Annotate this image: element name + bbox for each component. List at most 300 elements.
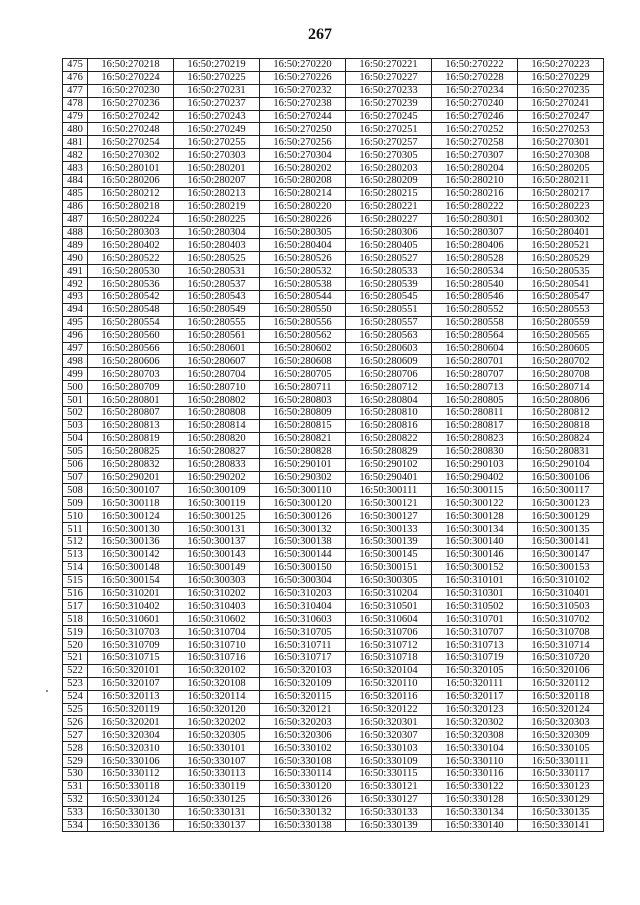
cadastral-number-cell: 16:50:270226 bbox=[260, 71, 346, 84]
cadastral-number-cell: 16:50:280306 bbox=[346, 226, 432, 239]
cadastral-number-cell: 16:50:310713 bbox=[432, 639, 518, 652]
cadastral-number-cell: 16:50:310502 bbox=[432, 600, 518, 613]
row-number-cell: 501 bbox=[63, 394, 88, 407]
cadastral-number-cell: 16:50:280815 bbox=[260, 419, 346, 432]
cadastral-number-cell: 16:50:300133 bbox=[346, 523, 432, 536]
cadastral-number-cell: 16:50:280562 bbox=[260, 329, 346, 342]
cadastral-number-cell: 16:50:280531 bbox=[174, 265, 260, 278]
row-number-cell: 484 bbox=[63, 175, 88, 188]
cadastral-number-cell: 16:50:270222 bbox=[432, 59, 518, 72]
cadastral-number-cell: 16:50:320203 bbox=[260, 716, 346, 729]
cadastral-number-cell: 16:50:320107 bbox=[88, 677, 174, 690]
cadastral-number-cell: 16:50:310202 bbox=[174, 587, 260, 600]
cadastral-number-cell: 16:50:280813 bbox=[88, 419, 174, 432]
cadastral-number-cell: 16:50:320303 bbox=[518, 716, 604, 729]
cadastral-number-cell: 16:50:330101 bbox=[174, 742, 260, 755]
cadastral-number-cell: 16:50:270243 bbox=[174, 110, 260, 123]
cadastral-number-cell: 16:50:320307 bbox=[346, 729, 432, 742]
cadastral-number-cell: 16:50:280217 bbox=[518, 187, 604, 200]
table-row bbox=[63, 600, 604, 613]
cadastral-number-cell: 16:50:270225 bbox=[174, 71, 260, 84]
cadastral-number-cell: 16:50:330131 bbox=[174, 806, 260, 819]
cadastral-number-cell: 16:50:330103 bbox=[346, 742, 432, 755]
cadastral-number-cell: 16:50:330121 bbox=[346, 780, 432, 793]
table-row bbox=[63, 793, 604, 806]
cadastral-number-cell: 16:50:280605 bbox=[518, 342, 604, 355]
cadastral-number-cell: 16:50:270247 bbox=[518, 110, 604, 123]
cadastral-number-cell: 16:50:280714 bbox=[518, 381, 604, 394]
cadastral-number-cell: 16:50:280802 bbox=[174, 394, 260, 407]
cadastral-number-cell: 16:50:280403 bbox=[174, 239, 260, 252]
cadastral-number-cell: 16:50:280549 bbox=[174, 303, 260, 316]
cadastral-number-cell: 16:50:280825 bbox=[88, 445, 174, 458]
cadastral-number-cell: 16:50:280711 bbox=[260, 381, 346, 394]
cadastral-number-cell: 16:50:280801 bbox=[88, 394, 174, 407]
cadastral-number-cell: 16:50:300115 bbox=[432, 484, 518, 497]
cadastral-number-cell: 16:50:280705 bbox=[260, 368, 346, 381]
cadastral-number-cell: 16:50:280555 bbox=[174, 316, 260, 329]
cadastral-number-cell: 16:50:300154 bbox=[88, 574, 174, 587]
cadastral-number-cell: 16:50:320111 bbox=[432, 677, 518, 690]
cadastral-number-cell: 16:50:280526 bbox=[260, 252, 346, 265]
cadastral-number-cell: 16:50:280821 bbox=[260, 432, 346, 445]
cadastral-number-cell: 16:50:280542 bbox=[88, 291, 174, 304]
table-row bbox=[63, 355, 604, 368]
cadastral-number-cell: 16:50:280405 bbox=[346, 239, 432, 252]
cadastral-number-cell: 16:50:330135 bbox=[518, 806, 604, 819]
cadastral-number-cell: 16:50:320123 bbox=[432, 703, 518, 716]
table-row bbox=[63, 265, 604, 278]
cadastral-number-cell: 16:50:310717 bbox=[260, 651, 346, 664]
cadastral-number-cell: 16:50:270257 bbox=[346, 136, 432, 149]
row-number-cell: 514 bbox=[63, 561, 88, 574]
cadastral-number-cell: 16:50:330127 bbox=[346, 793, 432, 806]
cadastral-number-cell: 16:50:280305 bbox=[260, 226, 346, 239]
table-row bbox=[63, 574, 604, 587]
cadastral-number-cell: 16:50:300303 bbox=[174, 574, 260, 587]
cadastral-number-cell: 16:50:300136 bbox=[88, 535, 174, 548]
row-number-cell: 532 bbox=[63, 793, 88, 806]
row-number-cell: 527 bbox=[63, 729, 88, 742]
cadastral-number-cell: 16:50:300148 bbox=[88, 561, 174, 574]
cadastral-number-cell: 16:50:270228 bbox=[432, 71, 518, 84]
margin-mark bbox=[46, 690, 48, 692]
row-number-cell: 534 bbox=[63, 819, 88, 832]
cadastral-number-cell: 16:50:280816 bbox=[346, 419, 432, 432]
cadastral-number-cell: 16:50:320116 bbox=[346, 690, 432, 703]
row-number-cell: 523 bbox=[63, 677, 88, 690]
cadastral-number-cell: 16:50:310708 bbox=[518, 626, 604, 639]
cadastral-number-cell: 16:50:310404 bbox=[260, 600, 346, 613]
cadastral-number-cell: 16:50:280545 bbox=[346, 291, 432, 304]
cadastral-number-cell: 16:50:330108 bbox=[260, 755, 346, 768]
cadastral-number-cell: 16:50:270238 bbox=[260, 97, 346, 110]
cadastral-number-cell: 16:50:320118 bbox=[518, 690, 604, 703]
cadastral-number-cell: 16:50:270258 bbox=[432, 136, 518, 149]
cadastral-number-cell: 16:50:280604 bbox=[432, 342, 518, 355]
cadastral-number-cell: 16:50:270255 bbox=[174, 136, 260, 149]
row-number-cell: 507 bbox=[63, 471, 88, 484]
cadastral-number-cell: 16:50:310718 bbox=[346, 651, 432, 664]
cadastral-number-cell: 16:50:280208 bbox=[260, 175, 346, 188]
cadastral-number-cell: 16:50:280808 bbox=[174, 407, 260, 420]
cadastral-number-cell: 16:50:280404 bbox=[260, 239, 346, 252]
cadastral-number-cell: 16:50:270305 bbox=[346, 149, 432, 162]
cadastral-number-cell: 16:50:280820 bbox=[174, 432, 260, 445]
cadastral-number-cell: 16:50:300152 bbox=[432, 561, 518, 574]
table-row bbox=[63, 123, 604, 136]
cadastral-number-cell: 16:50:320308 bbox=[432, 729, 518, 742]
cadastral-number-cell: 16:50:280603 bbox=[346, 342, 432, 355]
cadastral-number-cell: 16:50:300305 bbox=[346, 574, 432, 587]
cadastral-number-cell: 16:50:280564 bbox=[432, 329, 518, 342]
table-row bbox=[63, 136, 604, 149]
row-number-cell: 477 bbox=[63, 84, 88, 97]
cadastral-number-cell: 16:50:280227 bbox=[346, 213, 432, 226]
row-number-cell: 526 bbox=[63, 716, 88, 729]
cadastral-number-cell: 16:50:280202 bbox=[260, 162, 346, 175]
table-row bbox=[63, 561, 604, 574]
cadastral-number-cell: 16:50:290102 bbox=[346, 458, 432, 471]
row-number-cell: 494 bbox=[63, 303, 88, 316]
cadastral-number-cell: 16:50:300121 bbox=[346, 497, 432, 510]
cadastral-number-cell: 16:50:280522 bbox=[88, 252, 174, 265]
cadastral-number-cell: 16:50:300106 bbox=[518, 471, 604, 484]
table-row bbox=[63, 458, 604, 471]
table-row bbox=[63, 303, 604, 316]
cadastral-number-cell: 16:50:280550 bbox=[260, 303, 346, 316]
cadastral-number-cell: 16:50:270221 bbox=[346, 59, 432, 72]
cadastral-number-cell: 16:50:270248 bbox=[88, 123, 174, 136]
cadastral-number-cell: 16:50:280560 bbox=[88, 329, 174, 342]
cadastral-number-cell: 16:50:280827 bbox=[174, 445, 260, 458]
cadastral-number-cell: 16:50:270252 bbox=[432, 123, 518, 136]
cadastral-number-cell: 16:50:280803 bbox=[260, 394, 346, 407]
cadastral-number-cell: 16:50:300134 bbox=[432, 523, 518, 536]
row-number-cell: 490 bbox=[63, 252, 88, 265]
cadastral-number-cell: 16:50:280832 bbox=[88, 458, 174, 471]
cadastral-number-cell: 16:50:280609 bbox=[346, 355, 432, 368]
cadastral-number-cell: 16:50:300149 bbox=[174, 561, 260, 574]
cadastral-number-cell: 16:50:280540 bbox=[432, 278, 518, 291]
cadastral-number-cell: 16:50:280828 bbox=[260, 445, 346, 458]
cadastral-number-cell: 16:50:300144 bbox=[260, 548, 346, 561]
cadastral-number-cell: 16:50:320305 bbox=[174, 729, 260, 742]
cadastral-number-cell: 16:50:280812 bbox=[518, 407, 604, 420]
cadastral-number-cell: 16:50:280222 bbox=[432, 200, 518, 213]
cadastral-number-cell: 16:50:310707 bbox=[432, 626, 518, 639]
cadastral-number-cell: 16:50:280701 bbox=[432, 355, 518, 368]
cadastral-number-cell: 16:50:320113 bbox=[88, 690, 174, 703]
cadastral-number-cell: 16:50:270219 bbox=[174, 59, 260, 72]
cadastral-number-cell: 16:50:320102 bbox=[174, 664, 260, 677]
row-number-cell: 486 bbox=[63, 200, 88, 213]
cadastral-number-cell: 16:50:300129 bbox=[518, 510, 604, 523]
cadastral-number-cell: 16:50:280811 bbox=[432, 407, 518, 420]
row-number-cell: 493 bbox=[63, 291, 88, 304]
cadastral-number-cell: 16:50:280539 bbox=[346, 278, 432, 291]
cadastral-number-cell: 16:50:280534 bbox=[432, 265, 518, 278]
cadastral-number-cell: 16:50:330132 bbox=[260, 806, 346, 819]
cadastral-number-cell: 16:50:280553 bbox=[518, 303, 604, 316]
cadastral-number-cell: 16:50:320309 bbox=[518, 729, 604, 742]
row-number-cell: 505 bbox=[63, 445, 88, 458]
table-row bbox=[63, 780, 604, 793]
table-row bbox=[63, 278, 604, 291]
cadastral-number-cell: 16:50:270227 bbox=[346, 71, 432, 84]
cadastral-number-cell: 16:50:280207 bbox=[174, 175, 260, 188]
page-number: 267 bbox=[308, 26, 332, 43]
cadastral-number-cell: 16:50:280221 bbox=[346, 200, 432, 213]
cadastral-number-cell: 16:50:280608 bbox=[260, 355, 346, 368]
cadastral-number-cell: 16:50:330130 bbox=[88, 806, 174, 819]
cadastral-number-cell: 16:50:330134 bbox=[432, 806, 518, 819]
cadastral-number-cell: 16:50:330137 bbox=[174, 819, 260, 832]
cadastral-number-cell: 16:50:320103 bbox=[260, 664, 346, 677]
table-row bbox=[63, 651, 604, 664]
cadastral-number-cell: 16:50:280209 bbox=[346, 175, 432, 188]
cadastral-number-cell: 16:50:330123 bbox=[518, 780, 604, 793]
cadastral-number-cell: 16:50:280814 bbox=[174, 419, 260, 432]
cadastral-number-cell: 16:50:280527 bbox=[346, 252, 432, 265]
row-number-cell: 506 bbox=[63, 458, 88, 471]
cadastral-number-cell: 16:50:330124 bbox=[88, 793, 174, 806]
cadastral-number-cell: 16:50:300117 bbox=[518, 484, 604, 497]
table-row bbox=[63, 394, 604, 407]
row-number-cell: 509 bbox=[63, 497, 88, 510]
cadastral-number-cell: 16:50:280824 bbox=[518, 432, 604, 445]
cadastral-number-cell: 16:50:280543 bbox=[174, 291, 260, 304]
table-row bbox=[63, 664, 604, 677]
cadastral-number-cell: 16:50:280215 bbox=[346, 187, 432, 200]
cadastral-number-cell: 16:50:310201 bbox=[88, 587, 174, 600]
cadastral-number-cell: 16:50:270303 bbox=[174, 149, 260, 162]
row-number-cell: 476 bbox=[63, 71, 88, 84]
cadastral-number-cell: 16:50:300110 bbox=[260, 484, 346, 497]
cadastral-number-cell: 16:50:270245 bbox=[346, 110, 432, 123]
table-row bbox=[63, 690, 604, 703]
cadastral-number-cell: 16:50:280546 bbox=[432, 291, 518, 304]
cadastral-number-cell: 16:50:270304 bbox=[260, 149, 346, 162]
table-row bbox=[63, 535, 604, 548]
cadastral-number-cell: 16:50:280810 bbox=[346, 407, 432, 420]
row-number-cell: 531 bbox=[63, 780, 88, 793]
cadastral-number-cell: 16:50:280226 bbox=[260, 213, 346, 226]
cadastral-number-cell: 16:50:280831 bbox=[518, 445, 604, 458]
cadastral-number-cell: 16:50:280401 bbox=[518, 226, 604, 239]
cadastral-number-cell: 16:50:310604 bbox=[346, 613, 432, 626]
cadastral-number-cell: 16:50:270251 bbox=[346, 123, 432, 136]
row-number-cell: 521 bbox=[63, 651, 88, 664]
cadastral-number-cell: 16:50:290104 bbox=[518, 458, 604, 471]
table-row bbox=[63, 806, 604, 819]
cadastral-number-cell: 16:50:270301 bbox=[518, 136, 604, 149]
cadastral-number-cell: 16:50:300126 bbox=[260, 510, 346, 523]
cadastral-number-cell: 16:50:280558 bbox=[432, 316, 518, 329]
table-row bbox=[63, 59, 604, 72]
row-number-cell: 530 bbox=[63, 767, 88, 780]
table-row bbox=[63, 97, 604, 110]
row-number-cell: 487 bbox=[63, 213, 88, 226]
table-row bbox=[63, 703, 604, 716]
cadastral-number-cell: 16:50:280702 bbox=[518, 355, 604, 368]
cadastral-number-cell: 16:50:270230 bbox=[88, 84, 174, 97]
cadastral-number-cell: 16:50:310601 bbox=[88, 613, 174, 626]
cadastral-number-cell: 16:50:320101 bbox=[88, 664, 174, 677]
cadastral-number-cell: 16:50:310301 bbox=[432, 587, 518, 600]
cadastral-number-cell: 16:50:330102 bbox=[260, 742, 346, 755]
cadastral-number-cell: 16:50:320122 bbox=[346, 703, 432, 716]
cadastral-number-cell: 16:50:330118 bbox=[88, 780, 174, 793]
cadastral-number-cell: 16:50:320121 bbox=[260, 703, 346, 716]
cadastral-number-cell: 16:50:280205 bbox=[518, 162, 604, 175]
table-row bbox=[63, 175, 604, 188]
cadastral-number-cell: 16:50:270308 bbox=[518, 149, 604, 162]
cadastral-number-cell: 16:50:310715 bbox=[88, 651, 174, 664]
row-number-cell: 478 bbox=[63, 97, 88, 110]
row-number-cell: 513 bbox=[63, 548, 88, 561]
cadastral-number-cell: 16:50:300137 bbox=[174, 535, 260, 548]
cadastral-number-cell: 16:50:280818 bbox=[518, 419, 604, 432]
table-row bbox=[63, 213, 604, 226]
table-row bbox=[63, 742, 604, 755]
row-number-cell: 475 bbox=[63, 59, 88, 72]
cadastral-number-cell: 16:50:330141 bbox=[518, 819, 604, 832]
cadastral-number-cell: 16:50:330114 bbox=[260, 767, 346, 780]
table-row bbox=[63, 226, 604, 239]
cadastral-number-cell: 16:50:280565 bbox=[518, 329, 604, 342]
row-number-cell: 496 bbox=[63, 329, 88, 342]
cadastral-number-table bbox=[62, 58, 604, 832]
cadastral-number-cell: 16:50:280538 bbox=[260, 278, 346, 291]
cadastral-number-cell: 16:50:280563 bbox=[346, 329, 432, 342]
cadastral-number-cell: 16:50:300138 bbox=[260, 535, 346, 548]
row-number-cell: 491 bbox=[63, 265, 88, 278]
cadastral-number-cell: 16:50:310401 bbox=[518, 587, 604, 600]
cadastral-number-cell: 16:50:280806 bbox=[518, 394, 604, 407]
cadastral-number-cell: 16:50:300124 bbox=[88, 510, 174, 523]
cadastral-number-cell: 16:50:330125 bbox=[174, 793, 260, 806]
cadastral-number-cell: 16:50:320119 bbox=[88, 703, 174, 716]
cadastral-number-cell: 16:50:300151 bbox=[346, 561, 432, 574]
cadastral-number-cell: 16:50:280302 bbox=[518, 213, 604, 226]
cadastral-number-cell: 16:50:280307 bbox=[432, 226, 518, 239]
cadastral-number-cell: 16:50:330113 bbox=[174, 767, 260, 780]
row-number-cell: 502 bbox=[63, 407, 88, 420]
cadastral-number-cell: 16:50:270239 bbox=[346, 97, 432, 110]
cadastral-number-cell: 16:50:300118 bbox=[88, 497, 174, 510]
cadastral-number-cell: 16:50:280708 bbox=[518, 368, 604, 381]
cadastral-number-cell: 16:50:280216 bbox=[432, 187, 518, 200]
cadastral-number-cell: 16:50:280544 bbox=[260, 291, 346, 304]
table-row bbox=[63, 510, 604, 523]
cadastral-number-cell: 16:50:270249 bbox=[174, 123, 260, 136]
cadastral-number-cell: 16:50:310403 bbox=[174, 600, 260, 613]
cadastral-number-cell: 16:50:280535 bbox=[518, 265, 604, 278]
cadastral-number-cell: 16:50:310702 bbox=[518, 613, 604, 626]
cadastral-number-cell: 16:50:330133 bbox=[346, 806, 432, 819]
table-row bbox=[63, 239, 604, 252]
table-row bbox=[63, 587, 604, 600]
cadastral-number-cell: 16:50:320110 bbox=[346, 677, 432, 690]
cadastral-number-cell: 16:50:330139 bbox=[346, 819, 432, 832]
cadastral-number-cell: 16:50:310102 bbox=[518, 574, 604, 587]
cadastral-number-cell: 16:50:280829 bbox=[346, 445, 432, 458]
table-row bbox=[63, 200, 604, 213]
cadastral-number-cell: 16:50:330119 bbox=[174, 780, 260, 793]
cadastral-number-cell: 16:50:290302 bbox=[260, 471, 346, 484]
cadastral-number-cell: 16:50:280530 bbox=[88, 265, 174, 278]
cadastral-number-cell: 16:50:280557 bbox=[346, 316, 432, 329]
cadastral-number-cell: 16:50:280206 bbox=[88, 175, 174, 188]
table-row bbox=[63, 639, 604, 652]
row-number-cell: 503 bbox=[63, 419, 88, 432]
cadastral-number-cell: 16:50:300143 bbox=[174, 548, 260, 561]
cadastral-number-cell: 16:50:300127 bbox=[346, 510, 432, 523]
cadastral-number-cell: 16:50:300139 bbox=[346, 535, 432, 548]
row-number-cell: 512 bbox=[63, 535, 88, 548]
table-row bbox=[63, 368, 604, 381]
row-number-cell: 481 bbox=[63, 136, 88, 149]
cadastral-number-cell: 16:50:300150 bbox=[260, 561, 346, 574]
cadastral-number-cell: 16:50:330120 bbox=[260, 780, 346, 793]
cadastral-number-cell: 16:50:280707 bbox=[432, 368, 518, 381]
row-number-cell: 529 bbox=[63, 755, 88, 768]
cadastral-number-cell: 16:50:280303 bbox=[88, 226, 174, 239]
cadastral-number-cell: 16:50:310705 bbox=[260, 626, 346, 639]
cadastral-number-cell: 16:50:330122 bbox=[432, 780, 518, 793]
cadastral-number-cell: 16:50:330112 bbox=[88, 767, 174, 780]
table-row bbox=[63, 252, 604, 265]
table-row bbox=[63, 342, 604, 355]
cadastral-number-cell: 16:50:290201 bbox=[88, 471, 174, 484]
cadastral-number-cell: 16:50:320117 bbox=[432, 690, 518, 703]
cadastral-number-cell: 16:50:310701 bbox=[432, 613, 518, 626]
row-number-cell: 522 bbox=[63, 664, 88, 677]
cadastral-number-cell: 16:50:320301 bbox=[346, 716, 432, 729]
cadastral-number-cell: 16:50:280566 bbox=[88, 342, 174, 355]
cadastral-number-cell: 16:50:310203 bbox=[260, 587, 346, 600]
cadastral-number-cell: 16:50:300111 bbox=[346, 484, 432, 497]
cadastral-number-cell: 16:50:300142 bbox=[88, 548, 174, 561]
cadastral-number-cell: 16:50:280559 bbox=[518, 316, 604, 329]
cadastral-number-cell: 16:50:280204 bbox=[432, 162, 518, 175]
cadastral-number-cell: 16:50:280547 bbox=[518, 291, 604, 304]
cadastral-number-cell: 16:50:280521 bbox=[518, 239, 604, 252]
cadastral-number-cell: 16:50:280301 bbox=[432, 213, 518, 226]
cadastral-number-cell: 16:50:280712 bbox=[346, 381, 432, 394]
cadastral-number-cell: 16:50:320304 bbox=[88, 729, 174, 742]
cadastral-number-cell: 16:50:320302 bbox=[432, 716, 518, 729]
row-number-cell: 524 bbox=[63, 690, 88, 703]
cadastral-number-cell: 16:50:280713 bbox=[432, 381, 518, 394]
cadastral-number-cell: 16:50:280525 bbox=[174, 252, 260, 265]
cadastral-number-cell: 16:50:300125 bbox=[174, 510, 260, 523]
cadastral-number-cell: 16:50:280213 bbox=[174, 187, 260, 200]
table-row bbox=[63, 71, 604, 84]
cadastral-number-cell: 16:50:310503 bbox=[518, 600, 604, 613]
cadastral-number-cell: 16:50:310603 bbox=[260, 613, 346, 626]
row-number-cell: 489 bbox=[63, 239, 88, 252]
cadastral-number-cell: 16:50:310204 bbox=[346, 587, 432, 600]
table-row bbox=[63, 407, 604, 420]
row-number-cell: 525 bbox=[63, 703, 88, 716]
table-row bbox=[63, 291, 604, 304]
row-number-cell: 508 bbox=[63, 484, 88, 497]
table-row bbox=[63, 497, 604, 510]
cadastral-number-cell: 16:50:290202 bbox=[174, 471, 260, 484]
cadastral-number-cell: 16:50:330126 bbox=[260, 793, 346, 806]
